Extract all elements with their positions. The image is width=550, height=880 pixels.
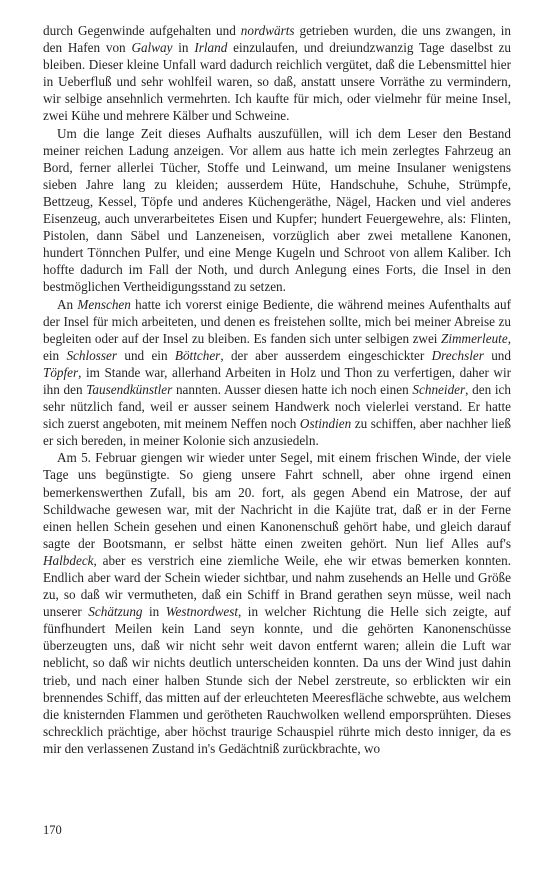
page-number: 170	[43, 823, 62, 837]
text-run: Am 5. Februar giengen wir wieder unter Segel, mit einem frischen Winde, der viele Tage uns begünstigte. So gieng unsere Fahrt schnell, aber ohne irgend einen bemerkenswerthen Zufall, bis am 20. fort, als gegen Abend ein Matrose, der auf Schildwache gewesen war, mit der Nachricht in die Kajüte trat, daß er in der Ferne einen hellen Schein gesehen und einen Kanonenschuß gehört habe, und gleich darauf sagte der Bootsmann, er selbst hätte einen zweiten gehört. Nun lief Alles auf's	[43, 450, 511, 551]
paragraph	[43, 296, 511, 450]
text-run: , den ich sehr nützlich fand, weil er ausser seinem Handwerk noch vielerlei verstand. Er hatte sich zuerst angeboten, mit meinem Neffen noch	[43, 381, 512, 432]
text-run: Um die lange Zeit dieses Aufhalts auszufüllen, will ich dem Leser den Bestand meiner reichen Ladung anzeigen. Vor allem aus hatte ich mein zerlegtes Fahrzeug an Bord, ferner allerlei Tücher, Stoffe und Leinwand, um meine Insulaner wenigstens sieben Jahre lang zu kleiden; ausserdem Hüte, Handschuhe, Schuhe, Strümpfe, Bettzeug, Kessel, Töpfe und anderes Küchengeräthe, Nägel, Hacken und viel anderes Eisenzeug, auch unverarbeitetes Eisen und Kupfer; hundert Feuergewehre, als: Flinten, Pistolen, dann Säbel und Lanzeneisen, vorzüglich aber zwei metallene Kanonen, hundert Tönnchen Pulfer, und eine Menge Kugeln und Schroot von allem Kaliber. Ich hoffte dadurch im Fall der Noth, und durch Anlegung eines Forts, die Insel in den bestmöglichen Vertheidigungsstand zu setzen.	[43, 125, 511, 295]
text-run: zu schiffen, aber nachher ließ er sich bereden, in meiner Kolonie sich anzusiedeln.	[43, 416, 511, 449]
italic-text: Menschen	[77, 296, 131, 312]
paragraph	[43, 125, 511, 296]
text-run: durch Gegenwinde aufgehalten und	[43, 23, 241, 38]
italic-text: Westnordwest	[165, 604, 239, 620]
text-run: , ein	[43, 330, 511, 363]
text-run: und ein	[117, 347, 175, 363]
italic-text: Galway	[131, 40, 173, 56]
italic-text: Zimmerleute	[441, 330, 508, 346]
text-run: getrieben wurden, die uns zwangen, in den Hafen von	[43, 23, 511, 56]
italic-text: Ostindien	[299, 416, 352, 432]
text-run: An	[57, 296, 78, 312]
text-run: hatte ich vorerst einige Bediente, die während meines Aufenthalts auf der Insel für mich arbeiteten, und denen es freistehen sollte, mich bei meiner Abreise zu begleiten oder auf der Insel zu bleiben. Es fanden sich unter selbigen zwei	[43, 296, 511, 346]
text-run: einzulaufen, und dreiundzwanzig Tage daselbst zu bleiben. Dieser kleine Unfall ward dadurch reichlich vergütet, daß die Lebensmittel hier in Ueberfluß und sehr wohlfeil waren, so daß, anstatt unsere Vorräthe zu vermindern, wir selbige ansehnlich vermehrten. Ich kaufte für mich, oder vielmehr für meine Insel, zwei Kühe und mehrere Kälber und Schweine.	[43, 40, 512, 124]
italic-text: Tausendkünstler	[86, 381, 173, 397]
italic-text: Drechsler	[431, 347, 484, 363]
italic-text: Töpfer	[43, 364, 79, 380]
italic-text: Schlosser	[66, 347, 118, 363]
italic-text: Halbdeck	[43, 552, 94, 568]
text-run: und	[483, 347, 511, 363]
paragraph	[43, 22, 511, 125]
italic-text: Irland	[194, 40, 228, 56]
text-run: nannten. Ausser diesen hatte ich noch einen	[172, 381, 413, 397]
body-text	[43, 22, 511, 757]
text-run: , der aber ausserdem eingeschickter	[220, 347, 432, 363]
italic-text: Schätzung	[88, 604, 143, 620]
text-run: , im Stande war, allerhand Arbeiten in Holz und Thon zu verfertigen, daher wir ihn den	[43, 364, 511, 397]
text-run: in	[142, 604, 166, 620]
italic-text: Böttcher	[174, 347, 221, 363]
italic-text: Schneider	[412, 381, 466, 397]
text-run: , aber es verstrich eine ziemliche Weile, ehe wir etwas bemerken konnten. Endlich aber ward der Schein wieder sichtbar, und nahm zusehends an Helle und Größe zu, so daß wir vermutheten, daß ein Schiff in Brand gerathen seyn müsse, weil nach unserer	[43, 552, 511, 620]
italic-text: nordwärts	[240, 23, 295, 38]
text-run: , in welcher Richtung die Helle sich zeigte, auf fünfhundert Meilen kein Land seyn konnte, und die gehörten Kanonenschüsse überzeugten uns, daß wir nicht sehr weit davon entfernt waren; allein die Luft war neblicht, so daß wir nichts deutlich unterscheiden konnten. Da uns der Wind just dahin trieb, und nach einer halben Stunde sich der Nebel zerstreute, so erblickten wir ein brennendes Schiff, das mitten auf der erleuchteten Meeresfläche schwebte, aus welchem die knisternden Flammen und gerötheten Rauchwolken wellend emporsprühten. Dieses schrecklich prächtige, aber höchst traurige Schauspiel rührte mich desto inniger, da es mir den verlassenen Zustand in's Gedächtniß zurückbrachte, wo	[43, 604, 512, 756]
text-run: in	[172, 40, 195, 56]
paragraph	[43, 449, 511, 757]
